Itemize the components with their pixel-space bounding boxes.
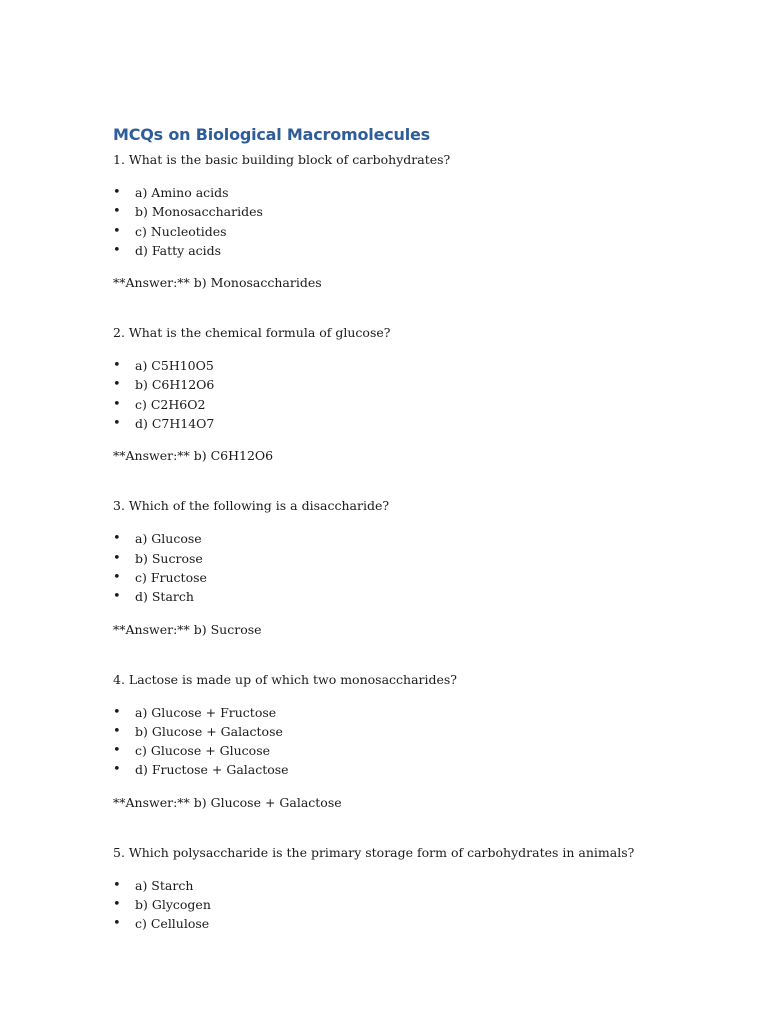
- question-3: 3. Which of the following is a disaccharide?: [113, 498, 390, 514]
- answer-1: **Answer:** b) Monosaccharides: [113, 275, 322, 291]
- bullet-icon: •: [113, 358, 121, 374]
- option-1a: [113, 183, 713, 202]
- option-text: d) Starch: [135, 589, 194, 605]
- bullet-icon: •: [113, 762, 121, 778]
- bullet-icon: •: [113, 242, 121, 258]
- options-list-2: [113, 356, 713, 433]
- option-4c: [113, 741, 713, 760]
- option-text: d) Fatty acids: [135, 242, 222, 258]
- bullet-icon: •: [113, 569, 121, 585]
- bullet-icon: •: [113, 723, 121, 739]
- option-text: c) Cellulose: [135, 916, 210, 932]
- options-list-5: [113, 876, 713, 934]
- answer-3: **Answer:** b) Sucrose: [113, 621, 262, 637]
- option-text: a) C5H10O5: [135, 358, 214, 374]
- option-text: d) C7H14O7: [135, 416, 215, 432]
- option-1b: [113, 202, 713, 221]
- answer-4: **Answer:** b) Glucose + Galactose: [113, 794, 342, 810]
- options-list-4: [113, 703, 713, 780]
- option-2d: [113, 414, 713, 433]
- option-2c: [113, 395, 713, 414]
- option-2a: [113, 356, 713, 375]
- bullet-icon: •: [113, 877, 121, 893]
- bullet-icon: •: [113, 416, 121, 432]
- option-3c: [113, 568, 713, 587]
- option-3b: [113, 549, 713, 568]
- option-5c: [113, 914, 713, 933]
- option-text: c) Glucose + Glucose: [135, 743, 271, 759]
- option-1c: [113, 222, 713, 241]
- option-4b: [113, 722, 713, 741]
- bullet-icon: •: [113, 704, 121, 720]
- document-title: MCQs on Biological Macromolecules: [113, 125, 430, 144]
- option-5b: [113, 895, 713, 914]
- question-5: 5. Which polysaccharide is the primary storage form of carbohydrates in animals?: [113, 844, 635, 860]
- option-3d: [113, 587, 713, 606]
- question-1: 1. What is the basic building block of carbohydrates?: [113, 152, 451, 167]
- option-text: a) Glucose + Fructose: [135, 704, 277, 720]
- bullet-icon: •: [113, 743, 121, 759]
- bullet-icon: •: [113, 396, 121, 412]
- answer-2: **Answer:** b) C6H12O6: [113, 448, 274, 464]
- option-2b: [113, 375, 713, 394]
- option-text: a) Amino acids: [135, 185, 229, 200]
- bullet-icon: •: [113, 223, 121, 239]
- option-1d: [113, 241, 713, 260]
- option-5a: [113, 876, 713, 895]
- option-text: b) Glycogen: [135, 897, 211, 913]
- bullet-icon: •: [113, 204, 121, 220]
- options-list-1: [113, 183, 713, 260]
- option-text: c) C2H6O2: [135, 396, 206, 412]
- option-text: b) Sucrose: [135, 550, 203, 566]
- bullet-icon: •: [113, 550, 121, 566]
- option-text: d) Fructose + Galactose: [135, 762, 289, 778]
- options-list-3: [113, 529, 713, 606]
- bullet-icon: •: [113, 897, 121, 913]
- bullet-icon: •: [113, 589, 121, 605]
- document-content: [113, 124, 713, 934]
- option-4a: [113, 703, 713, 722]
- bullet-icon: •: [113, 916, 121, 932]
- question-2: 2. What is the chemical formula of glucose?: [113, 325, 391, 341]
- bullet-icon: •: [113, 377, 121, 393]
- bullet-icon: •: [113, 531, 121, 547]
- option-text: c) Nucleotides: [135, 223, 227, 239]
- option-text: a) Glucose: [135, 531, 202, 547]
- option-text: b) C6H12O6: [135, 377, 215, 393]
- option-4d: [113, 760, 713, 779]
- option-text: c) Fructose: [135, 569, 207, 585]
- option-text: b) Glucose + Galactose: [135, 723, 283, 739]
- option-3a: [113, 529, 713, 548]
- option-text: b) Monosaccharides: [135, 204, 263, 220]
- option-text: a) Starch: [135, 877, 194, 893]
- bullet-icon: •: [113, 185, 121, 200]
- question-4: 4. Lactose is made up of which two monosaccharides?: [113, 671, 458, 687]
